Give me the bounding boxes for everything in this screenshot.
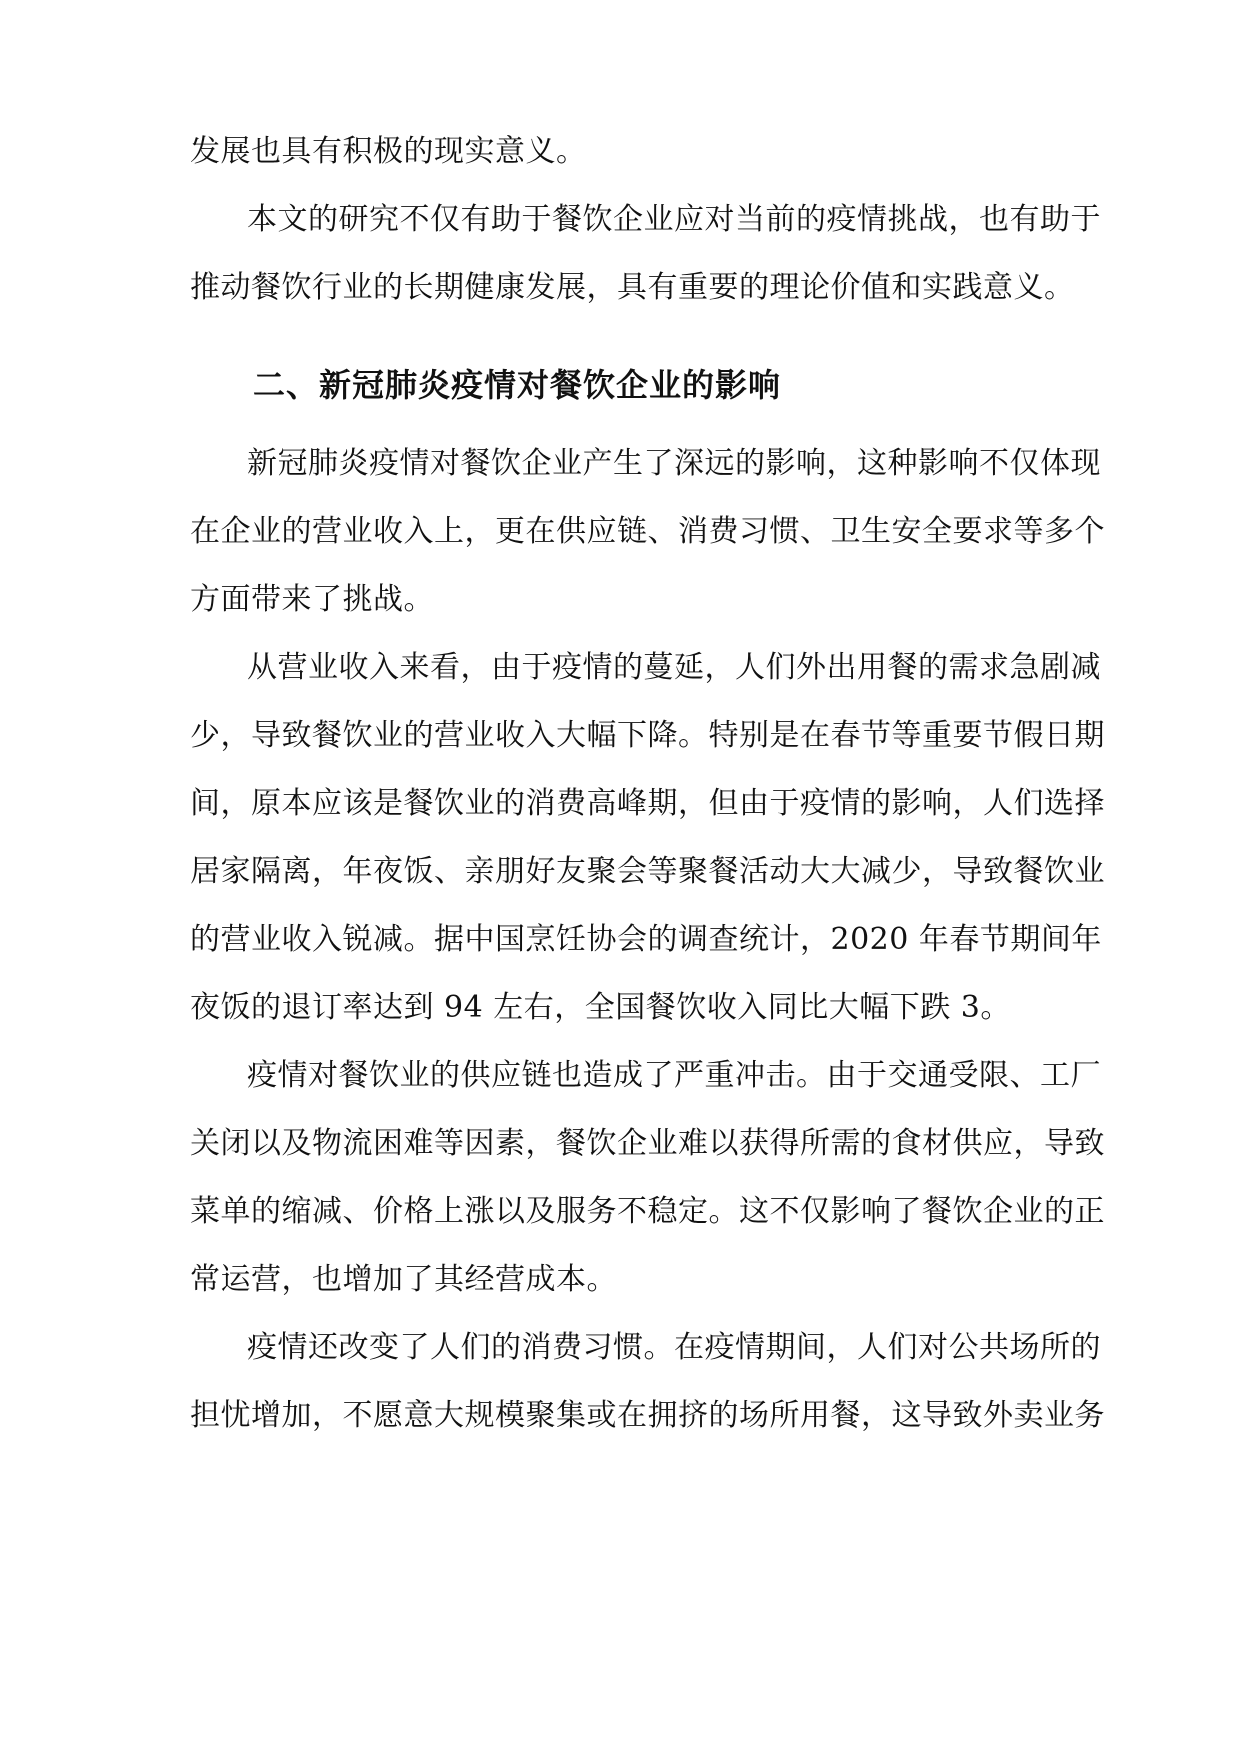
paragraph-line: 常运营，也增加了其经营成本。 (190, 1262, 617, 1297)
paragraph-line: 夜饭的退订率达到 94 左右，全国餐饮收入同比大幅下跌 3。 (190, 990, 1011, 1025)
paragraph-line: 少，导致餐饮业的营业收入大幅下降。特别是在春节等重要节假日期 (190, 718, 1105, 753)
section-heading: 二、新冠肺炎疫情对餐饮企业的影响 (253, 366, 782, 404)
paragraph-line: 推动餐饮行业的长期健康发展，具有重要的理论价值和实践意义。 (190, 270, 1075, 305)
paragraph-line: 疫情还改变了人们的消费习惯。在疫情期间，人们对公共场所的 (247, 1330, 1101, 1365)
paragraph-line: 从营业收入来看，由于疫情的蔓延，人们外出用餐的需求急剧减 (247, 650, 1101, 685)
paragraph-line: 方面带来了挑战。 (190, 582, 434, 617)
paragraph-line: 间，原本应该是餐饮业的消费高峰期，但由于疫情的影响，人们选择 (190, 786, 1105, 821)
paragraph-line: 关闭以及物流困难等因素，餐饮企业难以获得所需的食材供应，导致 (190, 1126, 1105, 1161)
paragraph-line: 发展也具有积极的现实意义。 (190, 134, 587, 169)
paragraph-line: 的营业收入锐减。据中国烹饪协会的调查统计，2020 年春节期间年 (190, 922, 1102, 957)
paragraph-line: 本文的研究不仅有助于餐饮企业应对当前的疫情挑战，也有助于 (247, 202, 1101, 237)
paragraph-line: 在企业的营业收入上，更在供应链、消费习惯、卫生安全要求等多个 (190, 514, 1105, 549)
paragraph-line: 新冠肺炎疫情对餐饮企业产生了深远的影响，这种影响不仅体现 (247, 446, 1101, 481)
paragraph-line: 居家隔离，年夜饭、亲朋好友聚会等聚餐活动大大减少，导致餐饮业 (190, 854, 1105, 889)
paragraph-line: 担忧增加，不愿意大规模聚集或在拥挤的场所用餐，这导致外卖业务 (190, 1398, 1105, 1433)
paragraph-line: 菜单的缩减、价格上涨以及服务不稳定。这不仅影响了餐饮企业的正 (190, 1194, 1105, 1229)
paragraph-line: 疫情对餐饮业的供应链也造成了严重冲击。由于交通受限、工厂 (247, 1058, 1101, 1093)
